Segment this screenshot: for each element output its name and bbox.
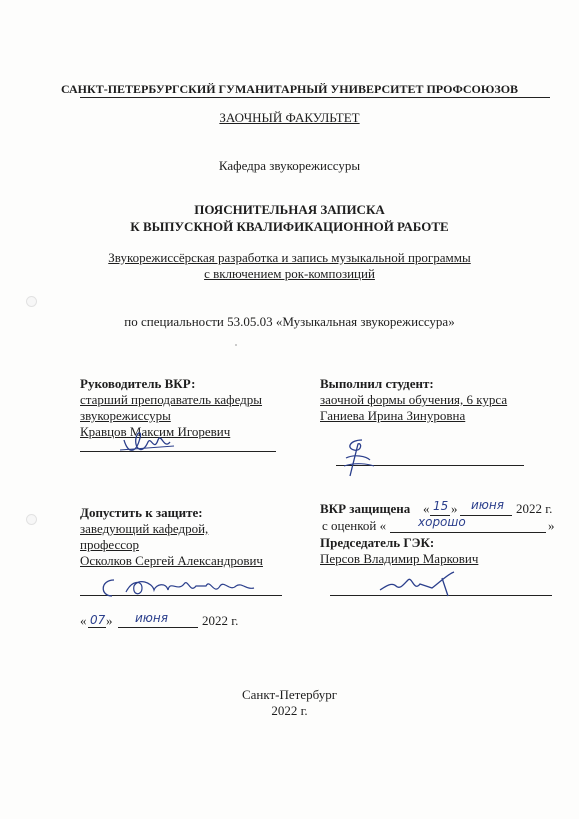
defense-date-open: « (423, 501, 430, 516)
header-rule (80, 97, 550, 98)
student-form: заочной формы обучения, 6 курса (320, 392, 508, 407)
document-title: ПОЯСНИТЕЛЬНАЯ ЗАПИСКА (194, 202, 385, 217)
footer-year: 2022 г. (271, 703, 308, 718)
defense-date-month-line (460, 515, 512, 516)
student-signature (340, 436, 380, 480)
footer-city: Санкт-Петербург (241, 687, 338, 702)
defense-heading: ВКР защищена (320, 501, 411, 516)
specialty: по специальности 53.05.03 «Музыкальная звукорежиссура» (124, 314, 455, 329)
defense-date-month: июня (471, 498, 504, 512)
supervisor-name: Кравцов Максим Игоревич (80, 424, 231, 439)
admit-date-close: » (106, 613, 113, 628)
supervisor-signature-line (80, 451, 276, 452)
admit-date-month-line (118, 627, 198, 628)
faculty-name: ЗАОЧНЫЙ ФАКУЛЬТЕТ (219, 110, 360, 125)
defense-grade-line (390, 532, 546, 533)
punch-hole (26, 514, 37, 525)
defense-date-day: 15 (433, 499, 449, 513)
scan-speck (235, 344, 237, 346)
admit-title: профессор (80, 537, 140, 552)
admit-date-year: 2022 г. (202, 613, 239, 628)
admit-date-open: « (80, 613, 87, 628)
department-name: Кафедра звукорежиссуры (218, 158, 361, 173)
defense-grade: хорошо (418, 515, 466, 529)
defense-date-close: » (451, 501, 458, 516)
thesis-topic-line1: Звукорежиссёрская разработка и запись музыкальной программы (108, 250, 471, 265)
admit-heading: Допустить к защите: (80, 505, 203, 520)
document-subtitle: К ВЫПУСКНОЙ КВАЛИФИКАЦИОННОЙ РАБОТЕ (130, 219, 449, 234)
admit-date-day: 07 (90, 613, 106, 627)
supervisor-heading: Руководитель ВКР: (80, 376, 196, 391)
defense-grade-suffix: » (548, 518, 555, 533)
supervisor-department: звукорежиссуры (80, 408, 171, 423)
chair-name: Персов Владимир Маркович (320, 551, 479, 566)
admit-date-month: июня (135, 611, 168, 625)
supervisor-signature (118, 428, 178, 458)
punch-hole (26, 296, 37, 307)
admit-date-day-line (88, 627, 106, 628)
student-name: Ганиева Ирина Зинуровна (320, 408, 466, 423)
admit-position: заведующий кафедрой, (80, 521, 209, 536)
chair-signature (378, 566, 474, 598)
thesis-topic-line2: с включением рок-композиций (204, 266, 375, 281)
admit-signature (96, 574, 266, 600)
defense-date-year: 2022 г. (516, 501, 553, 516)
university-name: САНКТ-ПЕТЕРБУРГСКИЙ ГУМАНИТАРНЫЙ УНИВЕРСИТЕТ ПРОФСОЮЗОВ (60, 82, 519, 96)
admit-name: Осколков Сергей Александрович (80, 553, 263, 568)
supervisor-position: старший преподаватель кафедры (80, 392, 263, 407)
chair-heading: Председатель ГЭК: (320, 535, 435, 550)
student-heading: Выполнил студент: (320, 376, 434, 391)
defense-grade-prefix: с оценкой « (322, 518, 387, 533)
